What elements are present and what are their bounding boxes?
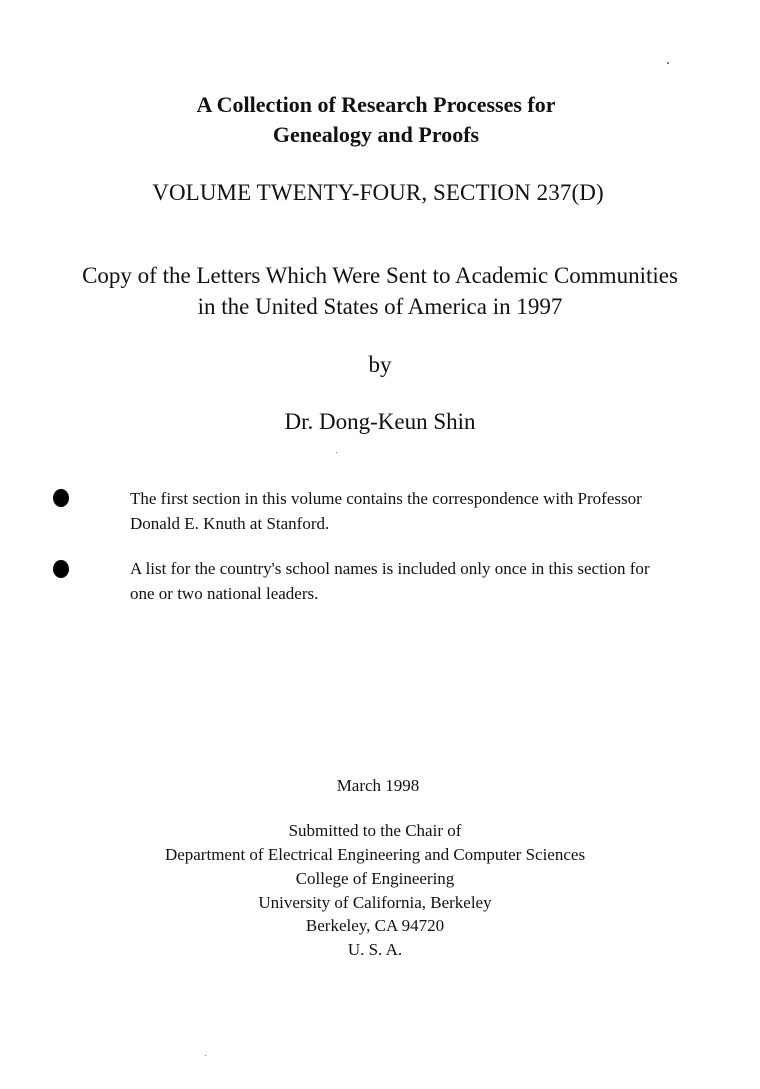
subject-line-2: in the United States of America in 1997 — [197, 294, 563, 319]
scan-speck — [336, 452, 337, 453]
bullet-dot-1 — [53, 489, 69, 507]
bullet-item-2 — [130, 556, 730, 606]
title-line-2: Genealogy and Proofs — [272, 122, 480, 147]
subject-line-1: Copy of the Letters Which Were Sent to Academic Communities — [82, 263, 678, 288]
volume-heading: VOLUME TWENTY-FOUR, SECTION 237(D) — [152, 180, 604, 205]
submission-line-5: Berkeley, CA 94720 — [305, 916, 445, 935]
submission-line-6: U. S. A. — [347, 940, 403, 959]
bullet-item-2-line-2: one or two national leaders. — [130, 584, 319, 603]
author-name: Dr. Dong-Keun Shin — [284, 409, 476, 434]
submission-line-1: Submitted to the Chair of — [288, 821, 462, 840]
submission-line-4: University of California, Berkeley — [258, 893, 492, 912]
bullet-item-2-line-1: A list for the country's school names is included only once in this section for — [130, 559, 650, 578]
bullet-item-1-line-1: The first section in this volume contains the correspondence with Professor — [130, 489, 642, 508]
date-line: March 1998 — [336, 776, 420, 795]
bullet-item-1-line-2: Donald E. Knuth at Stanford. — [130, 514, 330, 533]
by-label: by — [368, 352, 392, 377]
submission-line-2: Department of Electrical Engineering and Computer Sciences — [164, 845, 586, 864]
bullet-item-1 — [130, 486, 730, 536]
submission-line-3: College of Engineering — [295, 869, 455, 888]
scan-speck — [667, 62, 669, 64]
scan-speck — [205, 1055, 206, 1056]
bullet-dot-2 — [53, 560, 69, 578]
title-line-1: A Collection of Research Processes for — [196, 92, 556, 117]
